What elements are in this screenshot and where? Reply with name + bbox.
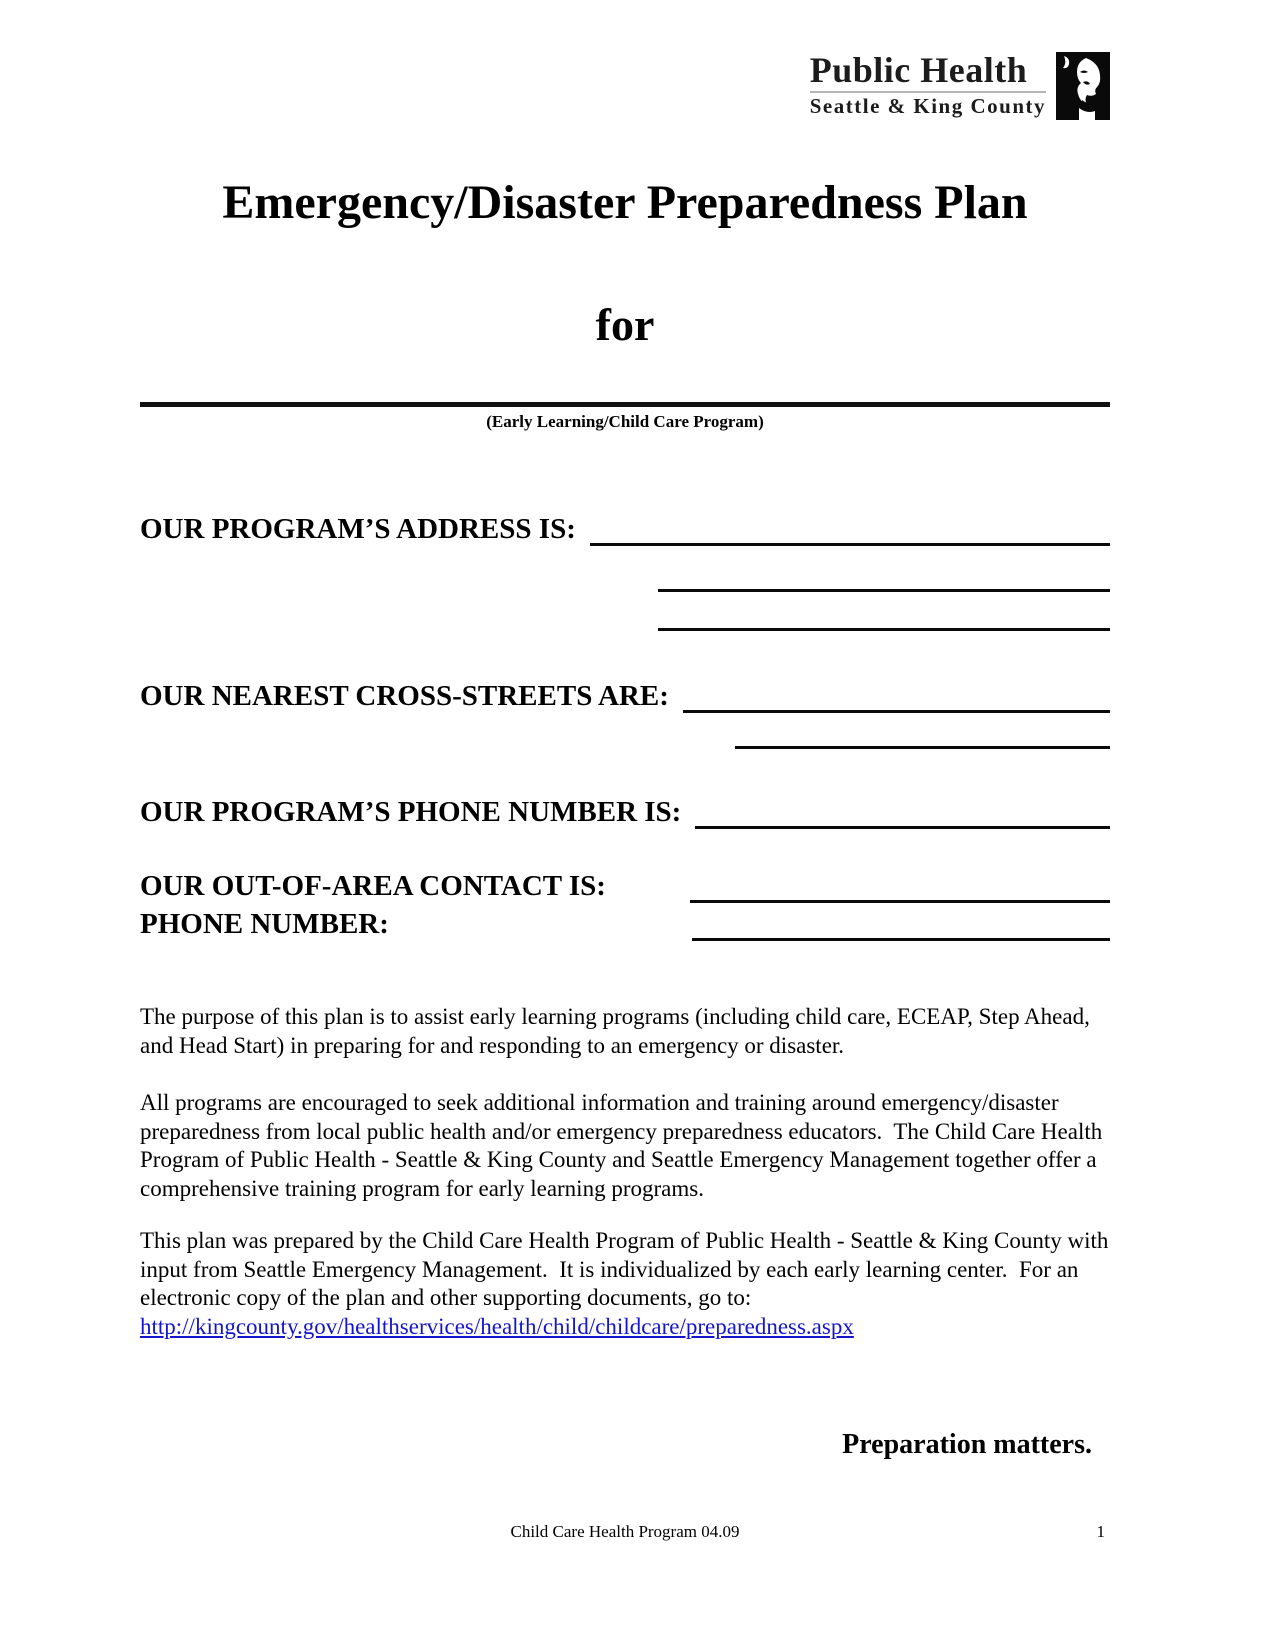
out-of-area-phone-blank-line [692, 930, 1110, 941]
logo-divider [810, 91, 1046, 93]
program-name-caption: (Early Learning/Child Care Program) [486, 412, 764, 431]
address-blank-row-3 [140, 592, 1110, 631]
out-of-area-contact-blank-line [690, 892, 1110, 903]
cross-streets-row [140, 669, 1110, 713]
page-footer [140, 1522, 1110, 1542]
program-phone-label: OUR PROGRAM’S PHONE NUMBER IS: [140, 795, 682, 828]
footer-program-text: Child Care Health Program 04.09 [510, 1522, 740, 1541]
purpose-paragraph: The purpose of this plan is to assist early learning programs (including child care, ECEAP, Step Ahead, and Head Start) in preparing for and responding to an emergency or disaster. [140, 1004, 1096, 1058]
address-label: OUR PROGRAM’S ADDRESS IS: [140, 512, 576, 545]
cross-streets-blank-row-2 [140, 713, 1110, 749]
cross-streets-blank-line-1 [683, 702, 1110, 713]
footer-page-number: 1 [1096, 1522, 1105, 1541]
program-name-blank-line [140, 402, 1110, 407]
logo-subtitle: Seattle & King County [809, 94, 1046, 118]
title-for-word: for [595, 299, 655, 350]
address-blank-row-2 [140, 546, 1110, 592]
logo-title: Public Health [809, 50, 1028, 90]
out-of-area-phone-row [140, 903, 1110, 941]
prepared-by-paragraph: This plan was prepared by the Child Care Health Program of Public Health - Seattle & King County with input from Seattle Emergency Management. It is individualized by each early learning center. For an electronic copy of the plan and other supporting documents, go to: [140, 1228, 1115, 1310]
public-health-logo [810, 52, 1046, 118]
training-paragraph: All programs are encouraged to seek additional information and training around emergency/disaster preparedness from local public health and/or emergency preparedness educators. The Child Care Health Program of Public Health - Seattle & King County and Seattle Emergency Management together offer a comprehensive training program for early learning programs. [140, 1090, 1108, 1201]
address-blank-line-1 [590, 535, 1110, 546]
out-of-area-contact-label: OUR OUT-OF-AREA CONTACT IS: [140, 869, 606, 902]
page-title: Emergency/Disaster Preparedness Plan [222, 176, 1028, 229]
header [140, 52, 1110, 120]
program-phone-row [140, 785, 1110, 829]
address-blank-line-3 [658, 620, 1110, 631]
cross-streets-label: OUR NEAREST CROSS-STREETS ARE: [140, 679, 669, 712]
tagline: Preparation matters. [842, 1429, 1092, 1460]
out-of-area-contact-row [140, 859, 1110, 903]
king-county-face-icon [1056, 52, 1110, 120]
address-row [140, 496, 1110, 546]
preparedness-link[interactable]: http://kingcounty.gov/healthservices/health/child/childcare/preparedness.aspx [140, 1313, 854, 1339]
program-phone-blank-line [695, 818, 1110, 829]
out-of-area-phone-label: PHONE NUMBER: [140, 907, 389, 940]
address-blank-line-2 [658, 581, 1110, 592]
cross-streets-blank-line-2 [735, 738, 1110, 749]
link-line [140, 1313, 1110, 1342]
